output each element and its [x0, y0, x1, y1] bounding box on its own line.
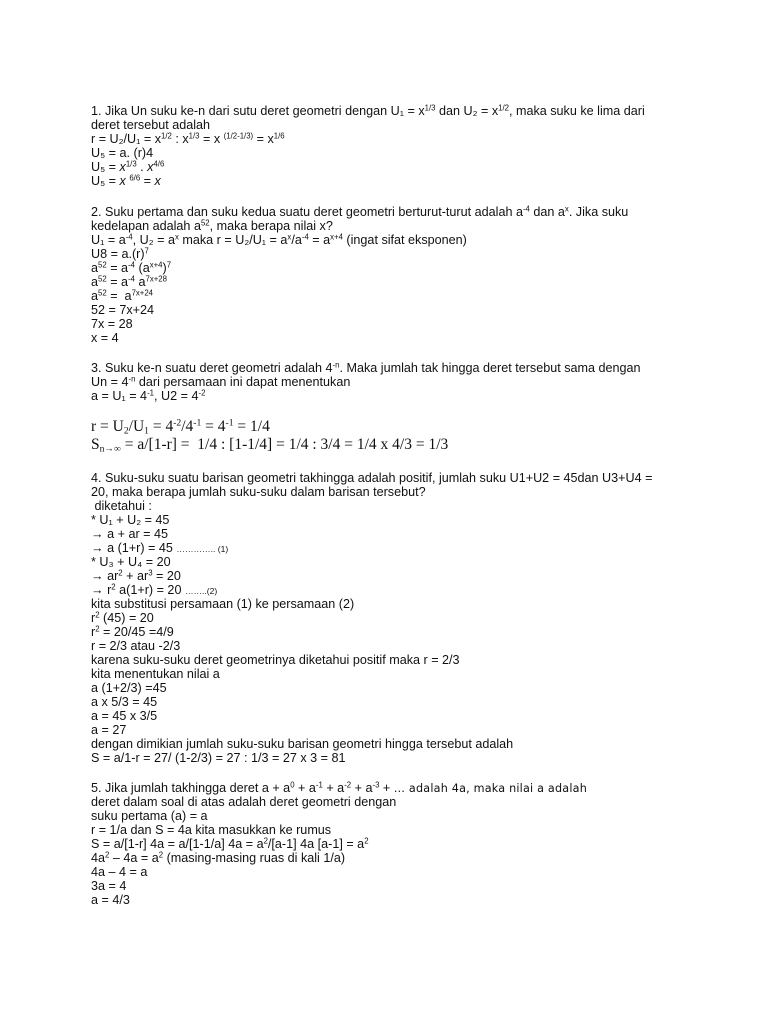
- q2-line-1: 2. Suku pertama dan suku kedua suatu deret geometri berturut-turut adalah $a^{-4}$ dan $a^x$. Jika suku: [91, 204, 629, 219]
- q4-line-21: S = a/1-r = 27/ (1-2/3) = 27 : 1/3 = 27 x 3 = 81: [91, 751, 346, 765]
- q1-line-1: 1. Jika Un suku ke-n dari sutu deret geometri dengan $U_1 = x^{1/3}$ dan $U_2 = x^{1/2}$, maka suku ke lima dari: [91, 103, 645, 118]
- q2-line-6: $a^{52} = a^{-4}$ $a^{7x+28}$: [91, 274, 167, 289]
- q4-line-8: → $ar^2 + ar^3 = 20$: [91, 568, 181, 583]
- q2-line-10: x = 4: [91, 331, 119, 345]
- q5-line-8: 3a = 4: [91, 879, 127, 893]
- q4-line-10: kita substitusi persamaan (1) ke persamaan (2): [91, 597, 355, 611]
- q4-line-12: $r^2 = 20/45 =4/9$: [91, 624, 174, 639]
- q3-line-5: $S_{n\to\infty} = a/[1-r] = 1/4$ : [1-1/4] = 1/4 : 3/4 = 1/4 x 4/3 = 1/3: [91, 436, 449, 455]
- q1-line-6: U₅ = x $^{6/6}$ = x: [91, 173, 161, 188]
- q4-line-15: kita menentukan nilai a: [91, 667, 220, 681]
- q2-line-9: 7x = 28: [91, 317, 133, 331]
- q5-line-3: suku pertama (a) = a: [91, 809, 208, 823]
- q5-line-1: 5. Jika jumlah takhingga deret $a + a^0 + a^{-1} + a^{-2} + a^{-3}$ + … adalah 4a, maka nilai a adalah: [91, 780, 587, 795]
- q1-line-4: U₅ = a. (r)4: [91, 146, 154, 160]
- q5-line-7: 4a – 4 = a: [91, 865, 148, 879]
- q4-line-3: diketahui :: [91, 499, 152, 513]
- q4-line-18: a = 45 x 3/5: [91, 709, 158, 723]
- q2-line-5: $a^{52} = a^{-4}$ $(a^{x+4})^7$: [91, 260, 172, 275]
- q4-line-9: → $r^2$ a(1+r) = 20 ……..(2): [91, 582, 218, 597]
- q5-line-5: S = a/[1-r] 4a = a/[1-1/a] $4a = a^2/[a-1]$ 4a $[a-1] = a^2$: [91, 836, 369, 851]
- q1-line-2: deret tersebut adalah: [91, 118, 211, 132]
- q4-line-7: * U₃ + U₄ = 20: [91, 555, 171, 569]
- q4-line-6: → a (1+r) = 45 ………….. (1): [91, 541, 229, 555]
- q4-line-16: a (1+2/3) =45: [91, 681, 167, 695]
- q3-line-1: 3. Suku ke-n suatu deret geometri adalah $4^{-n}$. Maka jumlah tak hingga deret tersebut sama dengan: [91, 360, 641, 375]
- q4-line-13: r = 2/3 atau -2/3: [91, 639, 181, 653]
- q2-line-4: $U8 = a.(r)^7$: [91, 246, 149, 261]
- q4-line-14: karena suku-suku deret geometrinya diketahui positif maka r = 2/3: [91, 653, 460, 667]
- q3-line-2: $Un = 4^{-n}$ dari persamaan ini dapat menentukan: [91, 374, 351, 389]
- q5-line-4: r = 1/a dan S = 4a kita masukkan ke rumus: [91, 823, 332, 837]
- q2-line-2: kedelapan adalah $a^{52}$, maka berapa nilai x?: [91, 218, 333, 233]
- q3-line-4: $r = U_2/U_1 = 4^{-2}/4^{-1} = 4^{-1} = 1/4$: [91, 417, 270, 437]
- q2-line-8: 52 = 7x+24: [91, 303, 155, 317]
- q2-line-3: $U_1 = a^{-4}$, $U_2 = a^x$ maka $r = U_2/U_1 = a^x/a^{-4} = a^{x+4}$ (ingat sifat eksponen): [91, 232, 467, 247]
- q2-line-7: $a^{52} = a^{7x+24}$: [91, 288, 154, 303]
- q5-line-9: a = 4/3: [91, 893, 130, 907]
- q4-line-19: a = 27: [91, 723, 127, 737]
- q1-line-3: $r = U_2/U_1 = x^{1/2}$ : $x^{1/3} = x$ $^{(1/2-1/3)} = x^{1/6}$: [91, 131, 285, 146]
- q4-line-2: 20, maka berapa jumlah suku-suku dalam barisan tersebut?: [91, 485, 426, 499]
- q1-line-5: $U_5 = x^{1/3}$ . $x^{4/6}$: [91, 159, 165, 174]
- q4-line-20: dengan dimikian jumlah suku-suku barisan geometri hingga tersebut adalah: [91, 737, 514, 751]
- q4-line-1: 4. Suku-suku suatu barisan geometri takhingga adalah positif, jumlah suku U1+U2 = 45dan U3+U4 =: [91, 471, 653, 485]
- q3-line-3: $a = U_1 = 4^{-1}$, $U2 = 4^{-2}$: [91, 388, 206, 403]
- q4-line-11: $r^2$ (45) = 20: [91, 610, 154, 625]
- q5-line-6: $4a^2 - 4a = a^2$ (masing-masing ruas di kali 1/a): [91, 850, 346, 865]
- q4-line-4: * U₁ + U₂ = 45: [91, 513, 170, 527]
- q4-line-5: → a + ar = 45: [91, 527, 169, 541]
- q5-line-2: deret dalam soal di atas adalah deret geometri dengan: [91, 795, 397, 809]
- q4-line-17: a x 5/3 = 45: [91, 695, 158, 709]
